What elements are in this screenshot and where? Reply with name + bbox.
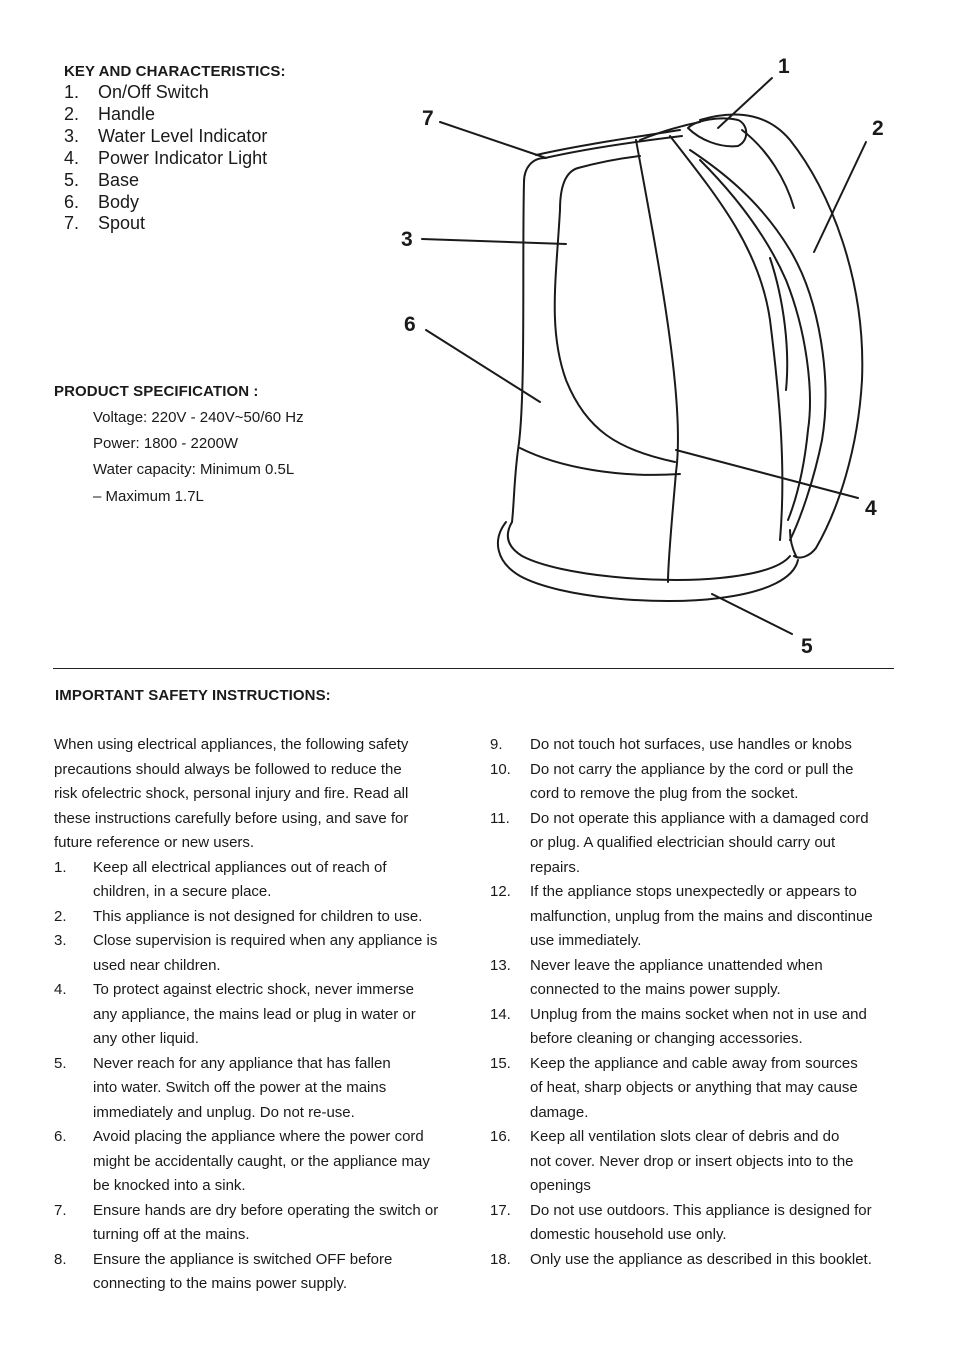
safety-item-line: connected to the mains power supply. — [530, 981, 781, 998]
callout-6: 6 — [404, 313, 416, 336]
safety-item-line: Never reach for any appliance that has fallen — [93, 1054, 391, 1072]
safety-item — [54, 905, 466, 930]
spec-capacity-min: Water capacity: Minimum 0.5L — [93, 461, 295, 478]
key-item — [64, 126, 267, 148]
safety-item-line: This appliance is not designed for children to use. — [93, 907, 423, 925]
callout-2: 2 — [872, 117, 884, 140]
kettle-diagram — [380, 40, 940, 670]
safety-item-text — [530, 1248, 904, 1273]
safety-item-line: Close supervision is required when any appliance is — [93, 932, 438, 949]
safety-item-text — [93, 905, 466, 930]
safety-intro — [54, 733, 466, 856]
kettle-handle-outer — [700, 114, 862, 557]
kettle-base-top — [508, 522, 790, 580]
safety-item-number: 12. — [490, 883, 511, 900]
safety-item-line: damage. — [530, 1103, 589, 1121]
key-item-label: Spout — [98, 213, 146, 234]
safety-item-line: Avoid placing the appliance where the power cord — [93, 1128, 424, 1145]
safety-item-line: Never leave the appliance unattended when — [530, 956, 823, 974]
safety-item — [54, 1199, 466, 1248]
safety-intro-line: future reference or new users. — [54, 834, 255, 851]
safety-item-number: 9. — [490, 736, 503, 753]
safety-item-line: immediately and unplug. Do not re-use. — [93, 1103, 355, 1121]
safety-item-number: 15. — [490, 1054, 511, 1072]
key-item-number: 1. — [64, 82, 80, 102]
key-list — [64, 82, 267, 235]
safety-item-line: be knocked into a sink. — [93, 1177, 246, 1194]
safety-item-line: Ensure hands are dry before operating the switch or — [93, 1201, 439, 1219]
safety-item-line: malfunction, unplug from the mains and discontinue — [530, 907, 873, 925]
key-item-number: 7. — [64, 213, 80, 234]
safety-item-text — [530, 807, 904, 881]
key-item-label: Base — [98, 169, 140, 190]
leader-line-7 — [440, 122, 546, 158]
safety-item-text — [530, 733, 904, 758]
safety-item-line: domestic household use only. — [530, 1226, 727, 1243]
safety-item-number: 10. — [490, 760, 511, 778]
safety-item-number: 3. — [54, 932, 67, 949]
key-item — [64, 82, 267, 104]
safety-item-line: might be accidentally caught, or the appliance may — [93, 1152, 430, 1170]
safety-item-line: To protect against electric shock, never immerse — [93, 981, 414, 998]
safety-item-line: Unplug from the mains socket when not in use and — [530, 1005, 867, 1023]
safety-item-line: Only use the appliance as described in this booklet. — [530, 1250, 872, 1268]
kettle-front-panel — [636, 140, 678, 582]
safety-item-line: used near children. — [93, 956, 221, 974]
safety-item-line: openings — [530, 1177, 591, 1194]
safety-item-text — [530, 954, 904, 1003]
key-item-label: On/Off Switch — [98, 82, 209, 102]
safety-item-number: 8. — [54, 1250, 67, 1268]
safety-item-line: turning off at the mains. — [93, 1226, 250, 1243]
kettle-body-left — [512, 158, 545, 522]
safety-item-line: connecting to the mains power supply. — [93, 1275, 348, 1292]
safety-item-number: 18. — [490, 1250, 511, 1268]
safety-title: IMPORTANT SAFETY INSTRUCTIONS: — [55, 687, 331, 704]
safety-item-line: of heat, sharp objects or anything that may cause — [530, 1079, 858, 1096]
safety-item-text — [530, 1125, 904, 1199]
key-item — [64, 192, 267, 214]
spec-section-title: PRODUCT SPECIFICATION : — [54, 383, 259, 400]
callout-3: 3 — [401, 228, 413, 251]
safety-item-line: Keep all electrical appliances out of reach of — [93, 858, 387, 876]
leader-line-4 — [676, 450, 858, 498]
safety-item-number: 5. — [54, 1054, 67, 1072]
safety-item — [54, 1248, 466, 1297]
safety-item-number: 17. — [490, 1201, 511, 1219]
callout-4: 4 — [865, 497, 877, 520]
safety-item-text — [93, 856, 466, 905]
safety-item-line: any other liquid. — [93, 1030, 199, 1047]
safety-item-text — [93, 1125, 466, 1199]
key-item — [64, 170, 267, 192]
kettle-switch — [688, 118, 746, 146]
safety-intro-line: When using electrical appliances, the following safety — [54, 736, 409, 753]
safety-item-line: use immediately. — [530, 932, 642, 949]
safety-item-text — [530, 880, 904, 954]
key-item-label: Water Level Indicator — [98, 125, 268, 146]
safety-item-line: Keep the appliance and cable away from sources — [530, 1054, 858, 1072]
safety-item-number: 4. — [54, 981, 67, 998]
safety-item — [490, 807, 904, 881]
safety-intro-line: risk ofelectric shock, personal injury and fire. Read all — [54, 785, 409, 802]
safety-item — [490, 1125, 904, 1199]
kettle-base-outline — [498, 522, 798, 601]
safety-item-line: or plug. A qualified electrician should carry out — [530, 834, 836, 851]
kettle-window — [555, 168, 675, 462]
key-item-label: Power Indicator Light — [98, 147, 268, 168]
safety-item-line: Do not use outdoors. This appliance is designed for — [530, 1201, 872, 1219]
safety-item-line: children, in a secure place. — [93, 883, 272, 900]
key-item-label: Body — [98, 191, 140, 212]
safety-item — [54, 978, 466, 1052]
safety-item-number: 2. — [54, 907, 67, 925]
safety-item-text — [93, 1052, 466, 1126]
safety-item-text — [93, 1248, 466, 1297]
spec-capacity-max: – Maximum 1.7L — [93, 488, 204, 505]
safety-item — [490, 954, 904, 1003]
safety-item-number: 14. — [490, 1005, 511, 1023]
safety-item — [54, 929, 466, 978]
safety-item-line: cord to remove the plug from the socket. — [530, 785, 799, 802]
safety-item — [490, 1199, 904, 1248]
safety-item-line: Do not operate this appliance with a damaged cord — [530, 809, 869, 827]
safety-item-line: any appliance, the mains lead or plug in water or — [93, 1005, 416, 1023]
key-item-number: 5. — [64, 169, 80, 190]
safety-item-text — [530, 1003, 904, 1052]
safety-item — [54, 1125, 466, 1199]
safety-item — [490, 1003, 904, 1052]
safety-item-line: Ensure the appliance is switched OFF before — [93, 1250, 393, 1268]
safety-column-right — [490, 733, 904, 1272]
safety-intro-line: these instructions carefully before using, and save for — [54, 809, 409, 827]
safety-item — [490, 1248, 904, 1273]
safety-item-number: 16. — [490, 1128, 511, 1145]
key-item — [64, 213, 267, 235]
safety-item — [54, 1052, 466, 1126]
safety-item — [490, 733, 904, 758]
safety-item-text — [530, 1052, 904, 1126]
safety-item-line: not cover. Never drop or insert objects into to the — [530, 1152, 854, 1170]
key-item — [64, 104, 267, 126]
safety-item-line: into water. Switch off the power at the mains — [93, 1079, 387, 1096]
key-item — [64, 148, 267, 170]
spec-power: Power: 1800 - 2200W — [93, 435, 239, 452]
section-divider — [53, 668, 894, 669]
safety-item-text — [93, 978, 466, 1052]
callout-5: 5 — [801, 635, 813, 658]
key-item-number: 6. — [64, 191, 80, 212]
safety-item-text — [530, 1199, 904, 1248]
key-section-title: KEY AND CHARACTERISTICS: — [64, 63, 286, 80]
safety-item-number: 7. — [54, 1201, 67, 1219]
safety-item-number: 13. — [490, 956, 511, 974]
safety-item-line: If the appliance stops unexpectedly or appears to — [530, 883, 857, 900]
safety-item — [490, 880, 904, 954]
safety-item-line: before cleaning or changing accessories. — [530, 1030, 803, 1047]
safety-column-left — [54, 733, 466, 1297]
key-item-number: 2. — [64, 103, 80, 124]
safety-item-number: 11. — [490, 809, 510, 827]
safety-item — [490, 1052, 904, 1126]
safety-item-text — [530, 758, 904, 807]
safety-item-line: Do not carry the appliance by the cord or pull the — [530, 760, 854, 778]
kettle-spout — [536, 130, 682, 158]
spec-voltage: Voltage: 220V - 240V~50/60 Hz — [93, 409, 304, 426]
safety-item — [54, 856, 466, 905]
leader-line-3 — [422, 239, 566, 244]
safety-item-number: 1. — [54, 858, 67, 876]
kettle-body-band — [520, 448, 680, 475]
leader-line-5 — [712, 594, 792, 634]
safety-intro-line: precautions should always be followed to reduce the — [54, 760, 402, 778]
key-item-number: 4. — [64, 147, 80, 168]
callout-1: 1 — [778, 55, 790, 78]
safety-item-line: Do not touch hot surfaces, use handles or knobs — [530, 736, 852, 753]
safety-item-line: Keep all ventilation slots clear of debris and do — [530, 1128, 840, 1145]
key-item-number: 3. — [64, 125, 80, 146]
safety-item-number: 6. — [54, 1128, 67, 1145]
callout-7: 7 — [422, 107, 434, 130]
safety-item — [490, 758, 904, 807]
safety-item-text — [93, 1199, 466, 1248]
safety-item-line: repairs. — [530, 858, 581, 876]
key-item-label: Handle — [98, 103, 156, 124]
safety-item-text — [93, 929, 466, 978]
